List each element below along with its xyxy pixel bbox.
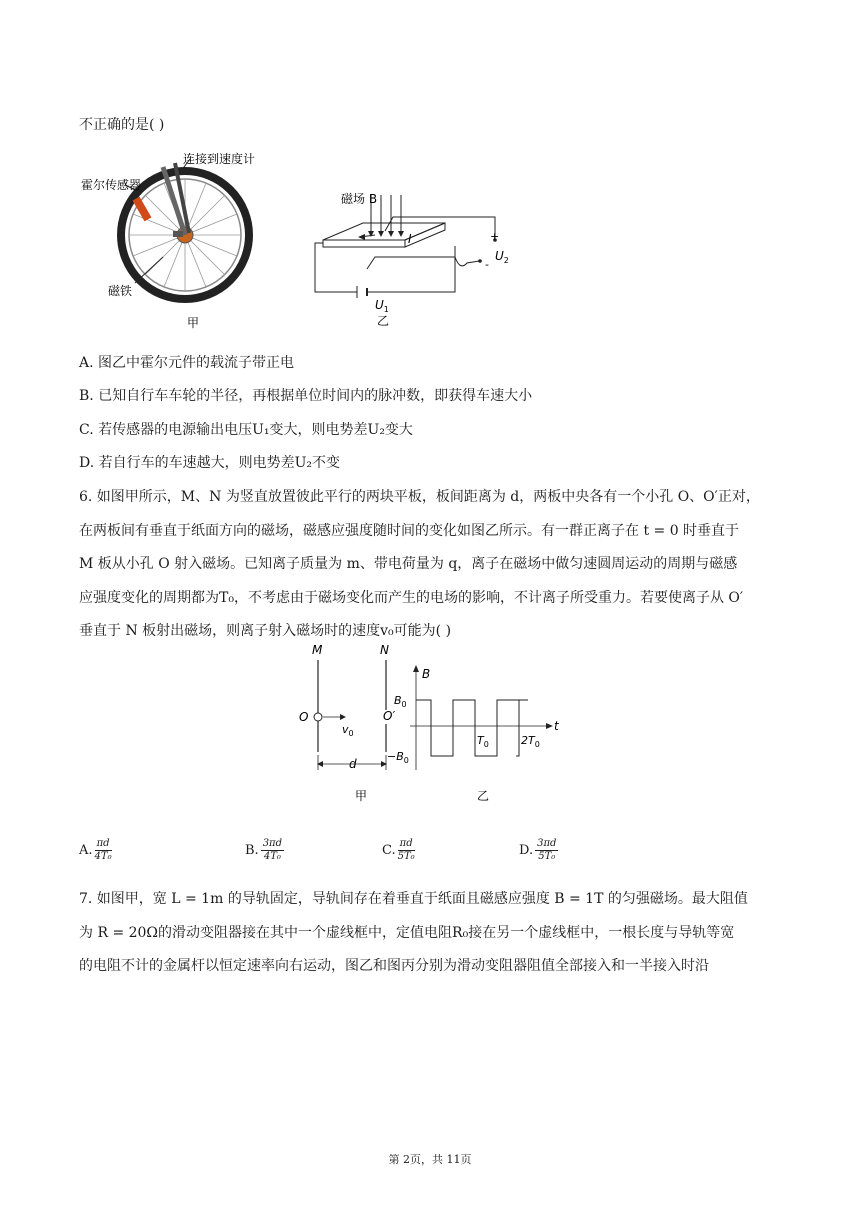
u2-label: $U_2$	[495, 249, 509, 265]
question-5-tail: 不正确的是( )	[79, 117, 165, 133]
figure-5a-caption: 甲	[187, 316, 200, 330]
q6-option-b: B. $\frac{3\pi d}{\text{4T₀}}$	[245, 838, 283, 862]
q6-line-5: 垂直于 N 板射出磁场，则离子射入磁场时的速度v₀可能为( )	[79, 623, 452, 639]
plate-n-label: N	[380, 643, 389, 657]
plate-m-label: M	[312, 643, 323, 657]
neg-b0-label: $-B_0$	[387, 750, 409, 765]
q5-option-d: D. 若自行车的车速越大，则电势差U₂不变	[79, 455, 341, 471]
magnetic-field-label: 磁场 B	[341, 192, 378, 206]
q7-line-2: 为 R = 20Ω的滑动变阻器接在其中一个虚线框中，定值电阻R₀接在另一个虚线框中，一根长度与导轨等宽	[79, 925, 735, 941]
q6-option-a: A. $\frac{\pi d}{\text{4T₀}}$	[79, 838, 112, 862]
b-axis-label: B	[422, 667, 431, 681]
q6-option-d: D. $\frac{3\pi d}{\text{5T₀}}$	[519, 838, 557, 862]
figure-6a-caption: 甲	[355, 789, 368, 803]
magnet-label: 磁铁	[108, 284, 133, 298]
figure-6	[290, 640, 590, 810]
page-footer: 第 2页，共 11页	[388, 1153, 472, 1166]
plus-label: +	[490, 230, 500, 243]
u1-label: $U_1$	[375, 298, 389, 314]
two-t0-label: $2T_0$	[521, 734, 540, 749]
q6-line-3: M 板从小孔 O 射入磁场。已知离子质量为 m、带电荷量为 q，离子在磁场中做匀速圆周运动的周期与磁感	[79, 556, 738, 572]
v0-label: $v_0$	[342, 723, 354, 738]
speedometer-label: 连接到速度计	[183, 152, 256, 166]
distance-d-label: d	[349, 757, 357, 771]
current-label: I	[408, 232, 412, 246]
q7-line-3: 的电阻不计的金属杆以恒定速率向右运动，图乙和图丙分别为滑动变阻器阻值全部接入和一半接入时沿	[79, 958, 709, 974]
hole-o-prime-label: O′	[383, 709, 396, 723]
figure-5b-caption: 乙	[377, 314, 390, 328]
q6-options	[79, 838, 779, 878]
t-axis-label: t	[554, 719, 559, 733]
q5-option-b: B. 已知自行车车轮的半径，再根据单位时间内的脉冲数，即获得车速大小	[79, 388, 533, 404]
minus-label: -	[485, 258, 489, 271]
figure-6b-caption: 乙	[477, 789, 490, 803]
figure-5	[75, 145, 525, 335]
q5-option-c: C. 若传感器的电源输出电压U₁变大，则电势差U₂变大	[79, 422, 413, 438]
hole-o-label: O	[299, 710, 309, 724]
q5-option-a: A. 图乙中霍尔元件的载流子带正电	[79, 355, 295, 371]
hall-sensor-label: 霍尔传感器	[81, 178, 142, 192]
q7-line-1: 7. 如图甲，宽 L = 1m 的导轨固定，导轨间存在着垂直于纸面且磁感应强度 B = 1T 的匀强磁场。最大阻值	[79, 891, 748, 907]
t0-label: $T_0$	[477, 734, 489, 749]
b0-label: $B_0$	[394, 694, 407, 709]
q6-line-4: 应强度变化的周期都为T₀，不考虑由于磁场变化而产生的电场的影响，不计离子所受重力。若要使离子从 O′	[79, 590, 744, 606]
q6-line-2: 在两板间有垂直于纸面方向的磁场，磁感应强度随时间的变化如图乙所示。有一群正离子在 t = 0 时垂直于	[79, 523, 740, 539]
hall-circuit-diagram	[315, 195, 495, 298]
q6-option-c: C. $\frac{\pi d}{\text{5T₀}}$	[382, 838, 415, 862]
q6-line-1: 6. 如图甲所示，M、N 为竖直放置彼此平行的两块平板，板间距离为 d，两板中央各有一个小孔 O、O′正对，	[79, 489, 760, 505]
